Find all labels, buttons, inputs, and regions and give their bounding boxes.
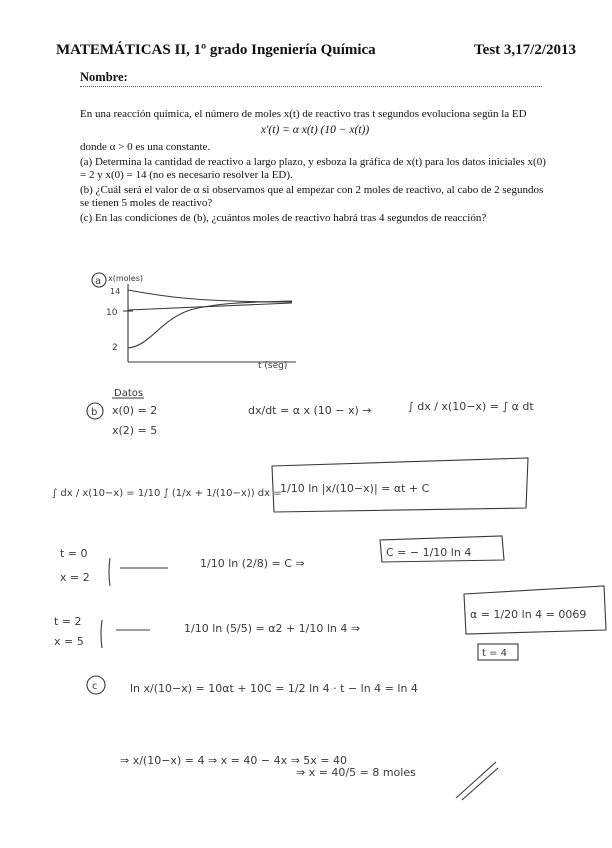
part-a-question: (a) Determina la cantidad de reactivo a largo plazo, y esboza la gráfica de x(t) para los datos iniciales x(0) = 2 y x(0) = 14 (no es necesario resolver la ED).	[80, 156, 546, 181]
t-axis-label: t (seg)	[258, 361, 288, 371]
equilibrium-line	[128, 303, 292, 310]
general-solution: 1/10 ln |x/(10−x)| = αt + C	[280, 482, 430, 495]
tick-10: 10	[106, 308, 118, 318]
part-b-work	[52, 388, 606, 648]
part-a-label: a	[95, 276, 102, 287]
cond-x2: x = 2	[60, 571, 90, 584]
tick-2: 2	[112, 343, 118, 353]
datos-x0: x(0) = 2	[112, 404, 158, 417]
c-linear-equation: ⇒ x/(10−x) = 4 ⇒ x = 40 − 4x ⇒ 5x = 40	[120, 754, 348, 767]
course-title: MATEMÁTICAS II, 1º grado Ingeniería Química	[56, 42, 376, 58]
tick-14: 14	[110, 287, 121, 296]
c-value: C = − 1/10 ln 4	[386, 546, 472, 559]
part-a-sketch	[92, 273, 296, 371]
partial-fractions-integral: ∫ dx / x(10−x) = 1/10 ∫ (1/x + 1/(10−x)) dx =	[52, 488, 282, 499]
part-c-question: (c) En las condiciones de (b), ¿cuántos moles de reactivo habrá tras 4 segundos de reacción?	[80, 212, 487, 224]
part-b-question: (b) ¿Cuál será el valor de α si observamos que al empezar con 2 moles de reactivo, al cabo de 2 segundos se tienen 5 moles de reactivo?	[80, 184, 544, 209]
c-final-answer: ⇒ x = 40/5 = 8 moles	[296, 766, 416, 779]
alpha-equation: 1/10 ln (5/5) = α2 + 1/10 ln 4 ⇒	[184, 622, 361, 635]
curve-from-14	[128, 290, 292, 302]
test-date: Test 3,17/2/2013	[474, 42, 576, 58]
differential-equation: x′(t) = α x(t) (10 − x(t))	[260, 124, 370, 136]
final-answer-marks	[456, 762, 498, 800]
alpha-value: α = 1/20 ln 4 = 0069	[470, 608, 587, 621]
t4-label: t = 4	[482, 648, 508, 659]
cond-x5: x = 5	[54, 635, 84, 648]
brace-2	[101, 620, 102, 648]
brace-1	[109, 558, 110, 586]
datos-x2: x(2) = 5	[112, 424, 158, 437]
name-label: Nombre:	[80, 70, 128, 84]
c-equation: 1/10 ln (2/8) = C ⇒	[200, 557, 305, 570]
curve-from-2	[128, 301, 292, 348]
cond-t2: t = 2	[54, 615, 82, 628]
cond-t0: t = 0	[60, 547, 88, 560]
datos-label: Datos	[114, 388, 144, 399]
y-axis-label: x(moles)	[108, 274, 143, 283]
problem-intro: En una reacción química, el número de moles x(t) de reactivo tras t segundos evoluciona según la ED	[80, 108, 527, 120]
part-b-label: b	[91, 407, 98, 418]
constant-note: donde α > 0 es una constante.	[80, 141, 211, 153]
ode-rewrite: dx/dt = α x (10 − x) →	[248, 404, 372, 417]
c-log-equation: ln x/(10−x) = 10αt + 10C = 1/2 ln 4 · t − ln 4 = ln 4	[130, 682, 418, 695]
separated-integral: ∫ dx / x(10−x) = ∫ α dt	[408, 400, 534, 413]
part-c-label: c	[92, 681, 98, 692]
part-c-work	[87, 644, 518, 800]
